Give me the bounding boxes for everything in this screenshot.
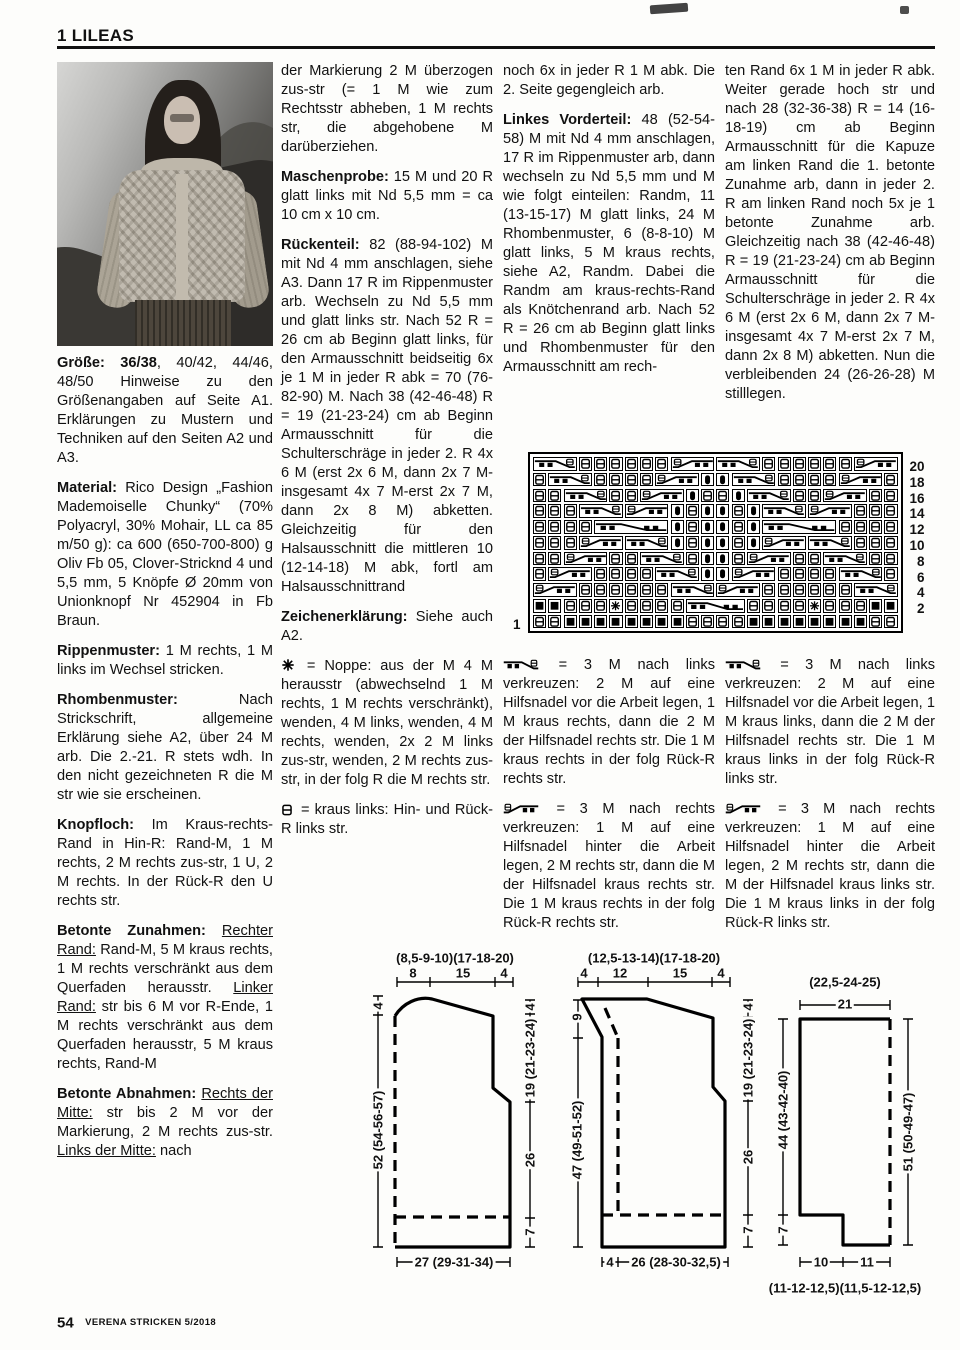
dimension-label: 4 — [606, 1254, 614, 1270]
dimension-label: 19 (21-23-24) — [522, 1018, 538, 1098]
cross-3-right-icon — [725, 803, 761, 815]
schematic-front — [570, 950, 785, 1300]
text-run: 15 M und 20 R glatt links mit Nd 5,5 mm = ca 10 cm x 10 cm. — [281, 169, 493, 223]
text-run: Betonte Zunahmen: — [57, 923, 222, 939]
cross-3-left-icon — [503, 659, 539, 671]
dimension-label: 10 — [813, 1254, 829, 1270]
text-run: der Markierung 2 M überzogen zus-str (= 1 M wie zum Rechtsstr abheben, 1 M rechts str, die abgehobene M darüberziehen. — [281, 63, 493, 155]
text-run: Rico Design „Fashion Mademoiselle Chunky“ (70% Polyacryl, 30% Mohair, LL ca 85 m/50 g): ca 600 (650-700-800) g Oliv Fb 05, Clover-Stricknd 4 und 5,5 mm, 5 Knöpfe Ø 20mm von Unionknopf Nr 452904 in Fb Braun. — [57, 480, 273, 629]
text-run: , 40/42, 44/46, 48/50 Hinweise zu den Größenangaben auf Seite A1. Erklärungen zu Mustern und Techniken auf den Seiten A2 und A3. — [57, 355, 273, 466]
page-title: 1 LILEAS — [57, 26, 135, 45]
text-run: Rhombenmuster: — [57, 692, 178, 708]
dimension-label: 27 (29-31-34) — [414, 1254, 494, 1270]
text-run: = Noppe: aus der M 4 M herausstr (abwechselnd 1 M rechts, 1 M rechts verschränkt), wenden, 4 M links, wenden, 4 M rechts, wenden, 2x 2 M links zus-str, wenden, 2 M rechts zus-str, in der folg R die M rechts str. — [281, 658, 493, 788]
chart-row-number: 14 — [909, 506, 925, 522]
schematic-hood — [760, 950, 960, 1300]
text-run: = 3 M nach rechts verkreuzen: 1 M auf eine Hilfsnadel hinter die Arbeit legen, 2 M rechts str, dann die M der Hilfsnadel kraus links str. Die 1 M kraus links in der folg Rück-R links str. — [725, 801, 935, 931]
text-run: = kraus links: Hin- und Rück-R links str. — [281, 802, 493, 837]
dimension-label: 26 — [740, 1149, 756, 1165]
paragraph — [725, 656, 935, 789]
text-run: Größe: 36/38 — [57, 355, 157, 371]
paragraph — [57, 691, 273, 805]
paragraph — [503, 656, 715, 789]
dimension-label: 51 (50-49-47) — [900, 1092, 916, 1172]
header-rule — [57, 46, 935, 49]
text-run: Rand-M, 5 M kraus rechts, 1 M rechts verschränkt aus dem Querfaden herausstr. — [57, 942, 273, 996]
text-run: Rechter Rand: — [57, 923, 273, 958]
text-run: Betonte Abnahmen: — [57, 1086, 202, 1102]
dimension-label: 8 — [409, 965, 417, 981]
paragraph — [281, 608, 493, 646]
schematic-back-drawing — [355, 950, 570, 1300]
dimension-label: 44 (43-42-40) — [775, 1070, 791, 1150]
dimension-label: 26 (28-30-32,5) — [631, 1254, 721, 1270]
chart-row-number: 12 — [909, 522, 925, 538]
dimension-label: 7 — [740, 1226, 756, 1234]
knitting-chart — [513, 452, 925, 633]
kraus-links-icon — [281, 804, 293, 816]
dimension-label: 7 — [522, 1228, 538, 1236]
text-run: Rückenteil: — [281, 237, 360, 253]
text-run: Siehe auch A2. — [281, 609, 493, 644]
dimension-label: 4 — [522, 1003, 538, 1011]
dimension-label: (8,5-9-10)(17-18-20) — [396, 950, 514, 966]
noppe-icon — [281, 658, 295, 672]
text-run: = 3 M nach links verkreuzen: 2 M auf eine Hilfsnadel vor die Arbeit legen, 1 M kraus links, dann die 2 M der Hilfsnadel rechts str. Die 1 M kraus links in der folg Rück-R links str. — [725, 657, 935, 787]
chart-row-number: 6 — [917, 569, 925, 585]
dimension-label: 19 (21-23-24) — [740, 1018, 756, 1098]
cross-3-right-icon — [503, 803, 539, 815]
text-run: Zeichenerklärung: — [281, 609, 408, 625]
paragraph — [281, 168, 493, 225]
chart-row-number: 2 — [917, 601, 925, 617]
paragraph — [281, 657, 493, 790]
model-photo — [57, 62, 273, 346]
dimension-label: 21 — [837, 996, 853, 1012]
dimension-label: 47 (49-51-52) — [569, 1100, 585, 1180]
page-footer — [57, 1314, 216, 1332]
paragraph — [57, 642, 273, 680]
dimension-label: 12 — [612, 965, 628, 981]
model-face-shadow — [170, 114, 194, 122]
dimension-label: 52 (54-56-57) — [370, 1090, 386, 1170]
chart-row-number: 16 — [909, 490, 925, 506]
chart-row-number: 10 — [909, 538, 925, 553]
dimension-label: 26 — [522, 1152, 538, 1168]
column-3 — [503, 62, 715, 377]
dimension-label: (22,5-24-25) — [809, 974, 881, 990]
column-4 — [725, 62, 935, 404]
chart-row-number: 8 — [917, 553, 925, 569]
paragraph — [57, 1085, 273, 1161]
paragraph — [57, 816, 273, 911]
schematic-back — [355, 950, 570, 1300]
dimension-label: 4 — [580, 965, 588, 981]
text-run: Rippenmuster: — [57, 643, 160, 659]
dimension-label: 4 — [740, 1003, 756, 1011]
dimension-label: 15 — [455, 965, 471, 981]
chart-row-number: 4 — [917, 585, 925, 601]
chart-row-number: 18 — [909, 474, 925, 490]
text-run: = 3 M nach rechts verkreuzen: 1 M auf eine Hilfsnadel hinter die Arbeit legen, 2 M rechts str, dann die M der Hilfsnadel kraus rechts str. Die 1 M kraus rechts in der folg Rück-R rechts str. — [503, 801, 715, 931]
text-run: Links der Mitte: — [57, 1143, 156, 1159]
text-run: Nach Strickschrift, allgemeine Erklärung siehe A2, über 24 M arb. Die 2.-21. R stets wdh. In den nicht gezeichneten R die M str wie sie erscheinen. — [57, 692, 273, 803]
dimension-label: 11 — [860, 1254, 874, 1270]
text-run: = 3 M nach links verkreuzen: 2 M auf eine Hilfsnadel vor die Arbeit legen, 1 M kraus rechts, dann die 2 M der Hilfsnadel rechts str. Die 1 M kraus rechts in der folg Rück-R rechts str. — [503, 657, 715, 787]
paragraph — [57, 479, 273, 631]
chart-row-labels — [513, 454, 925, 632]
paragraph — [725, 62, 935, 404]
chart-row-number: 20 — [909, 459, 925, 474]
text-run: Linkes Vorderteil: — [503, 112, 632, 128]
paragraph — [503, 111, 715, 377]
column-1 — [57, 354, 273, 1161]
paragraph — [281, 236, 493, 597]
text-run: Knopfloch: — [57, 817, 135, 833]
cardigan-button-band — [176, 174, 188, 300]
text-run: str bis 6 M vor R-Ende, 1 M rechts verschränkt aus dem Querfaden herausstr, 5 M kraus rechts, Rand-M — [57, 999, 273, 1072]
text-run: nach — [155, 1143, 192, 1159]
page-number: 54 — [57, 1314, 74, 1332]
text-run: Maschenprobe: — [281, 169, 389, 185]
column-2 — [281, 62, 493, 839]
text-run: Linker Rand: — [57, 980, 273, 1015]
paragraph — [281, 801, 493, 839]
cross-3-left-icon — [725, 659, 761, 671]
paragraph — [725, 800, 935, 933]
text-run: ten Rand 6x 1 M in jeder R abk. Weiter gerade hoch str und nach 28 (32-36-38) R = 14 (16-18-19) cm ab Beginn Armausschnitt für die Kapuze am linken Rand die 1. betonte Zunahme arb, dann in jeder 2. R am linken Rand noch 5x je 1 betonte Zunahme arb. Gleichzeitig nach 38 (42-46-48) R = 19 (21-23-24) cm ab Beginn Armausschnitt für die Schulterschräge in jeder 2. R 4x 6 M (erst 2x 6 M, dann 2x 7 M-insgesamt 4x 7 M-erst 2x 7 M, dann 2x 8 M) abketten. Nun die verbleibenden 24 (26-26-28) M stilllegen. — [725, 63, 935, 402]
paragraph — [503, 62, 715, 100]
dimension-label: 4 — [717, 965, 725, 981]
text-run: 82 (88-94-102) M mit Nd 4 mm anschlagen, siehe A3. Dann 17 R im Rippenmuster arb. Wechseln zu Nd 5,5 mm und glatt links str. Nach 52 R = 26 cm ab Beginn glatt links, für den Armausschnitt beidseitig 6x je 1 M in jeder R abk = 70 (76-82-90) M. Nach 38 (42-46-48) R = 19 (21-23-24) cm ab Beginn Armausschnitt für die Schulterschräge in jeder 2. R 4x 6 M (erst 2x 6 M, dann 2x 7 M-insgesamt 4x 7 M-erst 2x 7 M, dann 2x 8 M) abketten. Gleichzeitig für den Halsausschnitt die mittleren 10 (12-14-18) M abk, fortl am Halsausschnittrand — [281, 237, 493, 595]
dimension-label: (12,5-13-14)(17-18-20) — [587, 950, 721, 966]
model-skirt — [135, 300, 231, 346]
scan-artifact — [650, 3, 689, 15]
scan-artifact — [900, 6, 909, 14]
dimension-label: 4 — [370, 1002, 386, 1010]
dimension-label: 9 — [569, 1013, 585, 1021]
text-run: Material: — [57, 480, 118, 496]
dimension-label: (11-12-12,5)(11,5-12-12,5) — [768, 1280, 922, 1296]
text-run: str bis 2 M vor der Markierung, 2 M rechts zus-str. — [57, 1105, 273, 1140]
paragraph — [57, 922, 273, 1074]
dimension-label: 15 — [672, 965, 688, 981]
paragraph — [57, 354, 273, 468]
dimension-label: 4 — [500, 965, 508, 981]
chart-legend-right — [725, 656, 935, 933]
dimension-label: 7 — [775, 1226, 791, 1234]
text-run: 48 (52-54-58) M mit Nd 4 mm anschlagen, 17 R im Rippenmuster arb, dann wechseln zu Nd 5,5 mm und M wie folgt einteilen: Randm, 11 (13-15-17) M glatt links, 24 M Rhombenmuster, 6 (8-8-10) M glatt links, 5 M kraus rechts, siehe A2, Randm. Dabei die Randm am kraus-rechts-Rand als Knötchenrand arb. Nach 52 R = 26 cm ab Beginn glatt links und Rhombenmuster für den Armausschnitt am rech- — [503, 112, 715, 375]
paragraph — [281, 62, 493, 157]
text-run: Rechts der Mitte: — [57, 1086, 273, 1121]
paragraph — [503, 800, 715, 933]
text-run: 1 M rechts, 1 M links im Wechsel stricken. — [57, 643, 273, 678]
chart-legend-left — [503, 656, 715, 933]
chart-row-number: 1 — [513, 617, 521, 632]
text-run: Im Kraus-rechts-Rand in Hin-R: Rand-M, 1 M rechts, 2 M rechts zus-str, 1 U, 2 M rechts. In der Rück-R den U rechts str. — [57, 817, 273, 909]
magazine-issue: VERENA STRICKEN 5/2018 — [85, 1317, 217, 1329]
text-run: noch 6x in jeder R 1 M abk. Die 2. Seite gegengleich arb. — [503, 63, 715, 98]
